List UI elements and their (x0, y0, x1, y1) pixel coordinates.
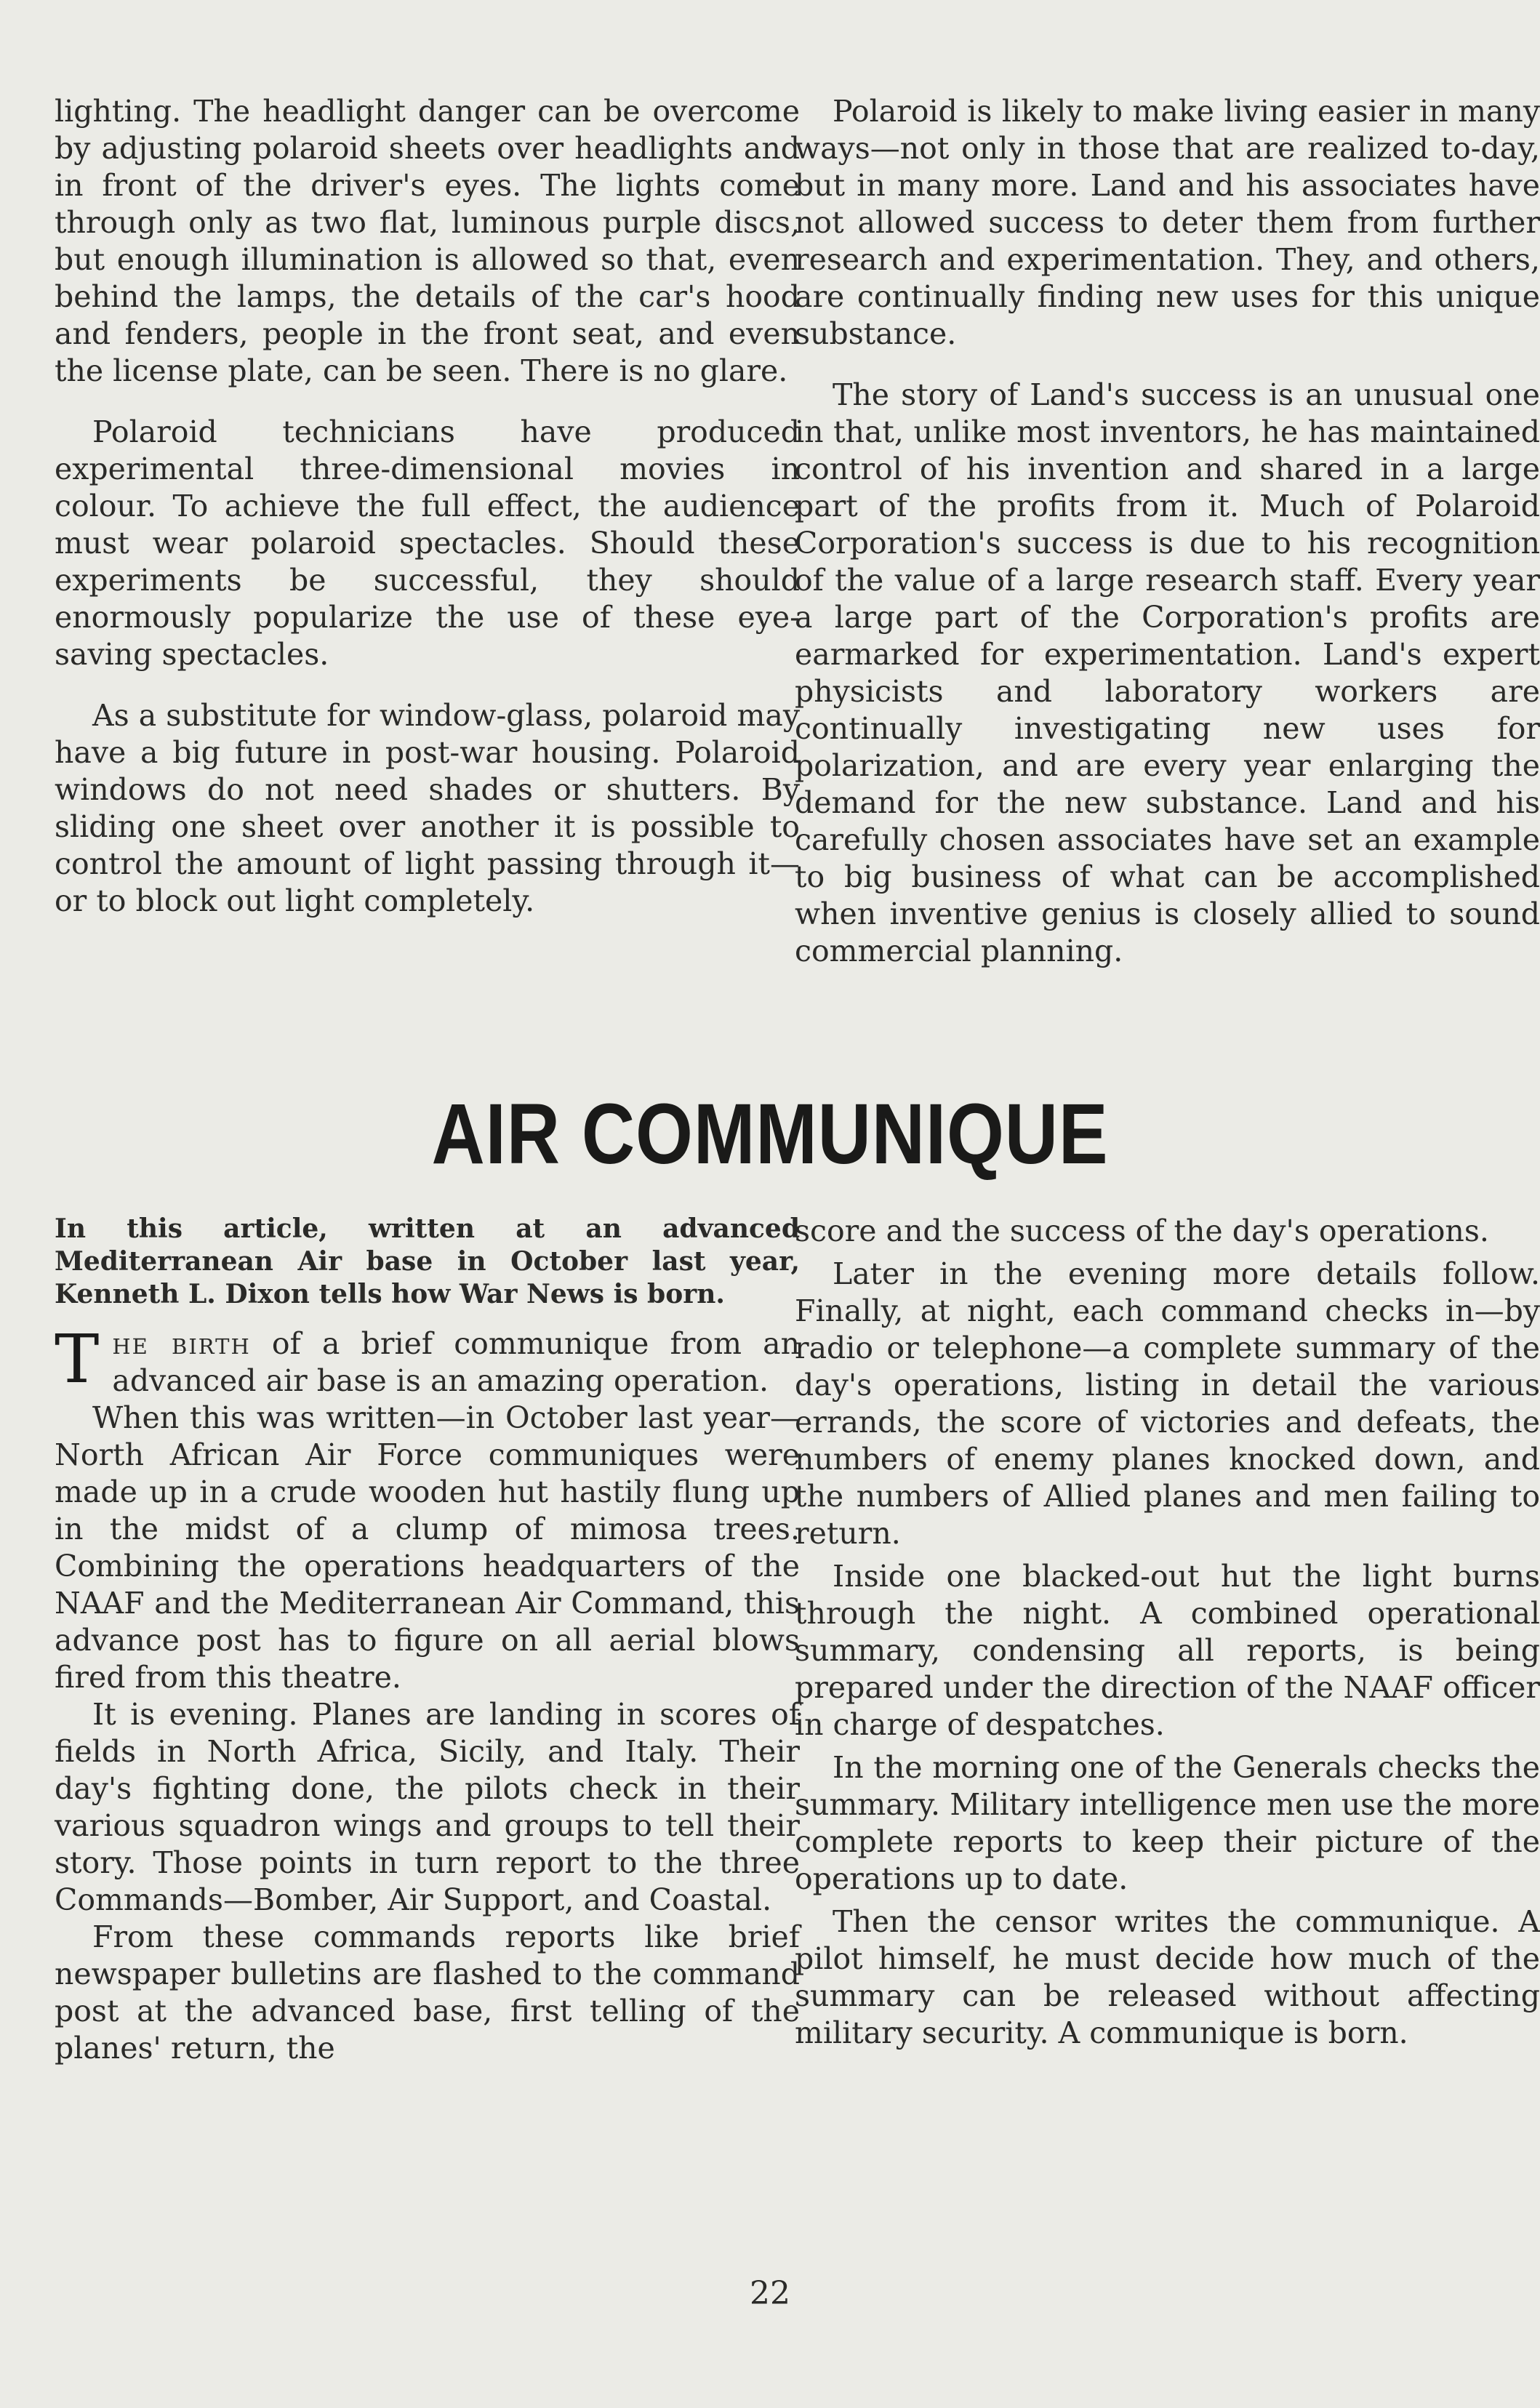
lead-paragraph (55, 1320, 800, 1400)
article-intro: In this article, written at an advanced Mediterranean Air base in October last year, Kenneth L. Dixon tells how War News is born. (55, 1213, 800, 1309)
article-right-column (795, 1213, 1540, 2052)
paragraph: The story of Land's success is an unusual one in that, unlike most inventors, he has maintained control of his invention and shared in a large part of the profits from it. Much of Polaroid Corporation's success is due to his recognition of the value of a large research staff. Every year a large part of the Corporation's profits are earmarked for experimentation. Land's expert physicists and laboratory workers are continually investigating new uses for polarization, and are every year enlarging the demand for the new substance. Land and his carefully chosen associates have set an example to big business of what can be accomplished when inventive genius is closely allied to sound commercial planning. (795, 377, 1540, 968)
paragraph: From these commands reports like brief newspaper bulletins are flashed to the command post at the advanced base, first telling of the planes' return, the (55, 1919, 800, 2066)
lead-smallcaps: he birth (112, 1326, 251, 1361)
paragraph: As a substitute for window-glass, polaroid may have a big future in post-war housing. Polaroid windows do not need shades or shutters. By sliding one sheet over another it is possible to control the amount of light passing through it—or to block out light completely. (55, 698, 800, 918)
paragraph: When this was written—in October last year—North African Air Force communiques were made up in a crude wooden hut hastily flung up in the midst of a clump of mimosa trees. Combining the operations headquarters of the NAAF and the Mediterranean Air Command, this advance post has to figure on all aerial blows fired from this theatre. (55, 1400, 800, 1695)
top-right-column (795, 93, 1540, 970)
paragraph: Polaroid is likely to make living easier in many ways—not only in those that are realized to-day, but in many more. Land and his associates have not allowed success to deter them from further research and experimentation. They, and others, are continually finding new uses for this unique substance. (795, 94, 1540, 351)
paragraph: Inside one blacked-out hut the light burns through the night. A combined operational summary, condensing all reports, is being prepared under the direction of the NAAF officer in charge of despatches. (795, 1559, 1540, 1742)
paragraph: Polaroid technicians have produced experimental three-dimensional movies in colour. To achieve the full effect, the audience must wear polaroid spectacles. Should these experiments be successful, they should enormously popularize the use of these eye-saving spectacles. (55, 414, 800, 672)
paragraph: It is evening. Planes are landing in scores of fields in North Africa, Sicily, and Italy. Their day's fighting done, the pilots check in their various squadron wings and groups to tell their story. Those points in turn report to the three Commands—Bomber, Air Support, and Coastal. (55, 1697, 800, 1917)
paragraph: lighting. The headlight danger can be overcome by adjusting polaroid sheets over headlights and in front of the driver's eyes. The lights come through only as two flat, luminous purple discs, but enough illumination is allowed so that, even behind the lamps, the details of the car's hood and fenders, people in the front seat, and even the license plate, can be seen. There is no glare. (55, 94, 800, 388)
lead-text: of a brief communique from an advanced air base is an amazing operation. (112, 1326, 800, 1398)
paragraph: Later in the evening more details follow. Finally, at night, each command checks in—by radio or telephone—a complete summary of the day's operations, listing in detail the various errands, the score of victories and defeats, the numbers of enemy planes knocked down, and the numbers of Allied planes and men failing to return. (795, 1256, 1540, 1551)
paragraph: In the morning one of the Generals checks the summary. Military intelligence men use the more complete reports to keep their picture of the operations up to date. (795, 1750, 1540, 1896)
paragraph: Then the censor writes the communique. A pilot himself, he must decide how much of the summary can be released without affecting military security. A communique is born. (795, 1904, 1540, 2050)
article-left-column (55, 1213, 800, 2067)
paragraph: score and the success of the day's operations. (795, 1213, 1489, 1248)
page-number: 22 (750, 2275, 790, 2312)
article-headline: AIR COMMUNIQUE (431, 1086, 1109, 1182)
top-left-column (55, 93, 800, 920)
drop-cap: T (55, 1320, 100, 1398)
